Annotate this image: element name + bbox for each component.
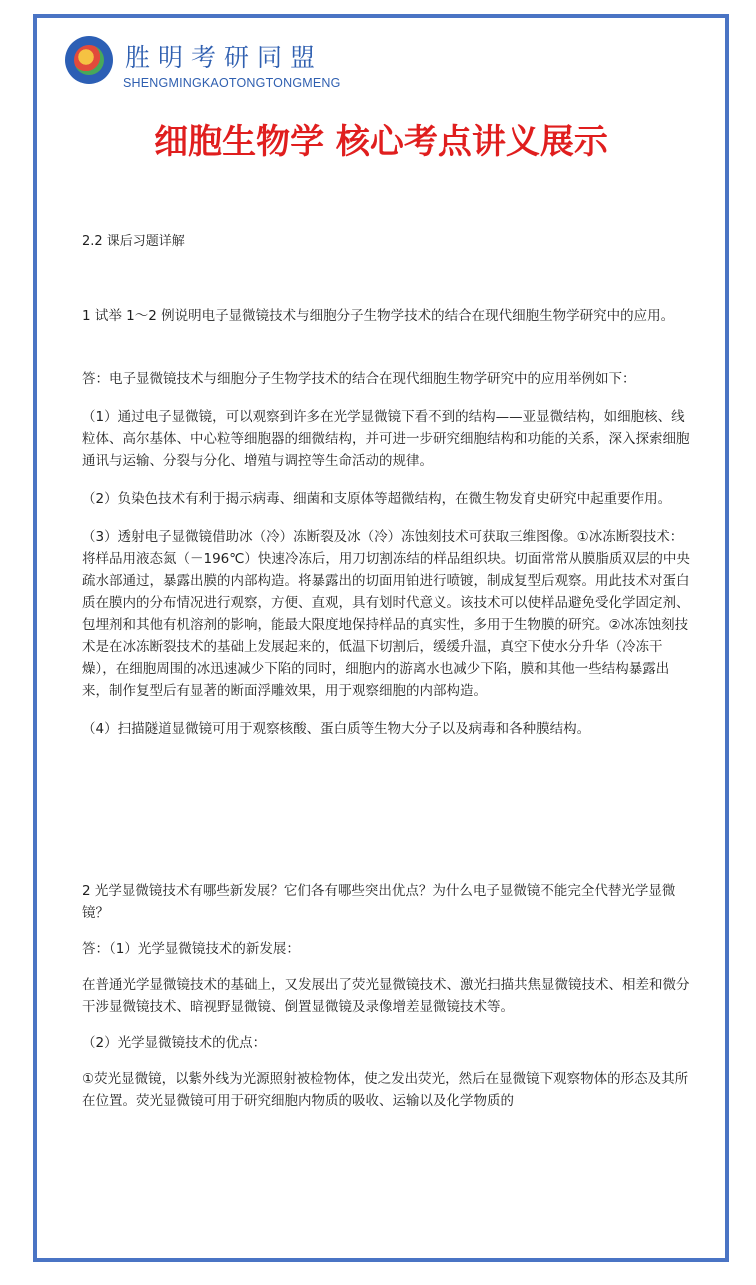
question-2 [82,880,692,1126]
answer-1 [82,368,692,756]
brand-name: 胜明考研同盟 [125,43,324,72]
brand-logo-icon [65,36,113,84]
brand-pinyin: SHENGMINGKAOTONGTONGMENG [123,76,341,90]
answer-2-developments: 在普通光学显微镜技术的基础上，又发展出了荧光显微镜技术、激光扫描共焦显微镜技术、相差和微分干涉显微镜技术、暗视野显微镜、倒置显微镜及录像增差显微镜技术等。 [82,977,690,1015]
document-frame [33,14,729,1262]
answer-1-intro: 答：电子显微镜技术与细胞分子生物学技术的结合在现代细胞生物学研究中的应用举例如下： [82,371,636,387]
logo-emblem [74,45,104,75]
answer-1-point-3: （3）透射电子显微镜借助冰（冷）冻断裂及冰（冷）冻蚀刻技术可获取三维图像。①冰冻断裂技术：将样品用液态氮（－196℃）快速冷冻后，用刀切割冻结的样品组织块。切面常常从膜脂质双层的中央疏水部通过，暴露出膜的内部构造。将暴露出的切面用铂进行喷镀，制成复型后观察。用此技术对蛋白质在膜内的分布情况进行观察，方便、直观，具有划时代意义。该技术可以使样品避免受化学固定剂、包埋剂和其他有机溶剂的影响，能最大限度地保持样品的真实性，多用于生物膜的研究。②冰冻蚀刻技术是在冰冻断裂技术的基础上发展起来的，低温下切割后，缓缓升温，真空下使水分升华（冷冻干燥），在细胞周围的冰迅速减少下陷的同时，细胞内的游离水也减少下陷，膜和其他一些结构暴露出来，制作复型后有显著的断面浮雕效果，用于观察细胞的内部构造。 [82,529,690,699]
answer-1-point-1: （1）通过电子显微镜，可以观察到许多在光学显微镜下看不到的结构——亚显微结构，如细胞核、线粒体、高尔基体、中心粒等细胞器的细微结构，并可进一步研究细胞结构和功能的关系，深入探索细胞通讯与运输、分裂与分化、增殖与调控等生命活动的规律。 [82,409,690,469]
question-1-text: 1 试举 1～2 例说明电子显微镜技术与细胞分子生物学技术的结合在现代细胞生物学研究中的应用。 [82,308,675,324]
question-2-text: 2 光学显微镜技术有哪些新发展？它们各有哪些突出优点？为什么电子显微镜不能完全代替光学显微镜？ [82,883,676,921]
answer-1-point-2: （2）负染色技术有利于揭示病毒、细菌和支原体等超微结构，在微生物发育史研究中起重要作用。 [82,491,672,507]
page-title: 细胞生物学 核心考点讲义展示 [154,122,608,162]
section-title: 2.2 课后习题详解 [82,234,185,249]
answer-1-point-4: （4）扫描隧道显微镜可用于观察核酸、蛋白质等生物大分子以及病毒和各种膜结构。 [82,721,591,737]
answer-2-heading: 答：（1）光学显微镜技术的新发展： [82,941,300,957]
answer-2-advantages-heading: （2）光学显微镜技术的优点： [82,1035,267,1051]
question-1 [82,306,692,326]
answer-2-advantage-1: ①荧光显微镜，以紫外线为光源照射被检物体，使之发出荧光，然后在显微镜下观察物体的形态及其所在位置。荧光显微镜可用于研究细胞内物质的吸收、运输以及化学物质的 [82,1071,689,1109]
